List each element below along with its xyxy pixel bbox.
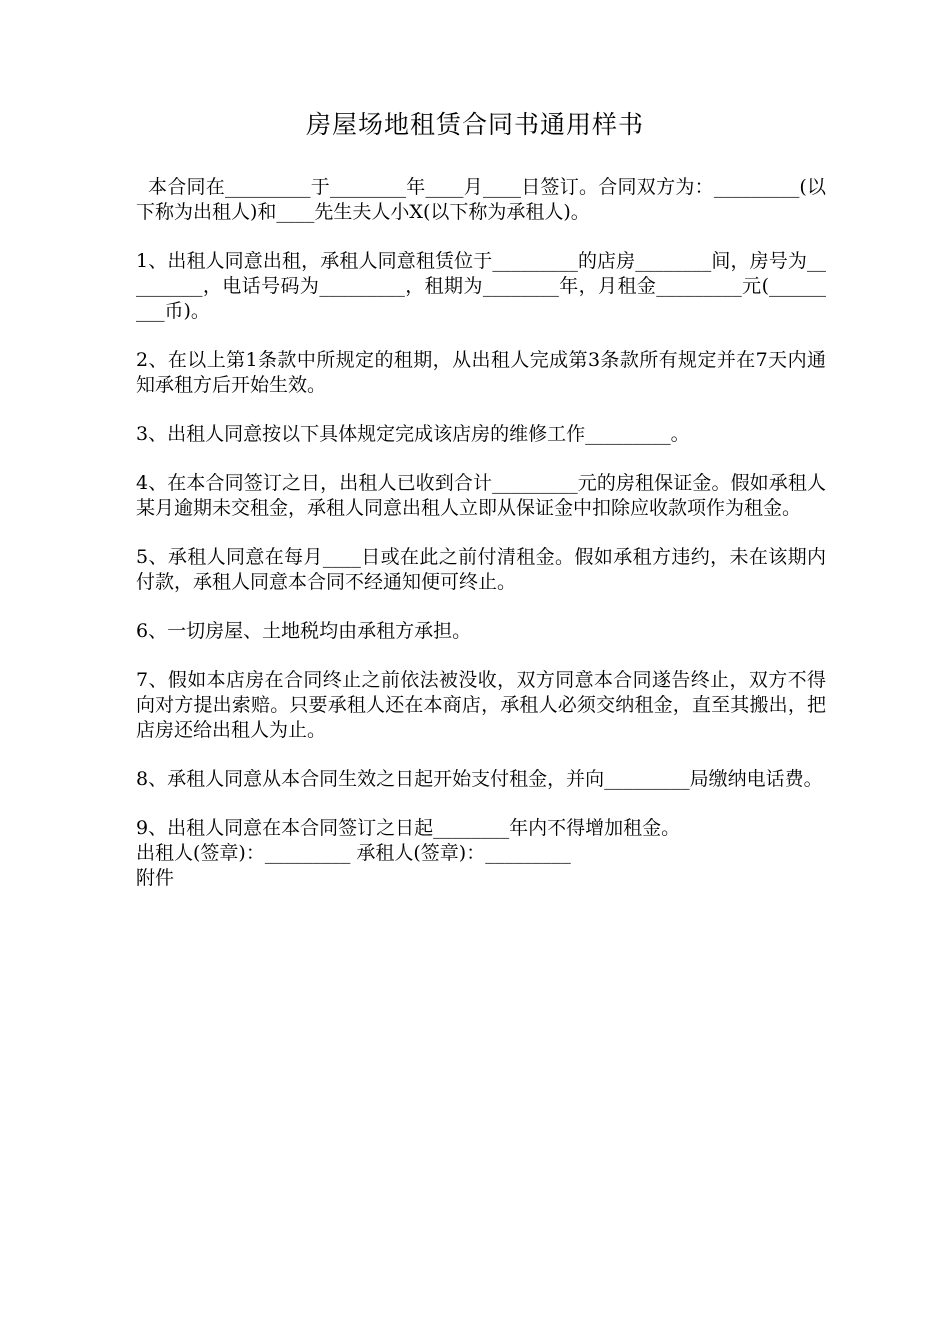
clause-6: 6、一切房屋、土地税均由承租方承担。 bbox=[136, 620, 472, 642]
clause-1: 1、出租人同意出租，承租人同意租赁位于_________的店房________间，房号为_________，电话号码为_________，租期为________年，月租金_________元(_________币)。 bbox=[136, 250, 826, 322]
clause-2: 2、在以上第1条款中所规定的租期，从出租人完成第3条款所有规定并在7天内通知承租方后开始生效。 bbox=[136, 349, 826, 396]
document-body bbox=[136, 175, 826, 891]
clause-4: 4、在本合同签订之日，出租人已收到合计_________元的房租保证金。假如承租人某月逾期未交租金，承租人同意出租人立即从保证金中扣除应收款项作为租金。 bbox=[136, 472, 826, 519]
contract-intro: 本合同在_________于________年____月____日签订。合同双方为：_________(以下称为出租人)和____先生夫人小X(以下称为承租人)。 bbox=[136, 176, 826, 223]
clause-5: 5、承租人同意在每月____日或在此之前付清租金。假如承租方违约，未在该期内付款，承租人同意本合同不经通知便可终止。 bbox=[136, 546, 826, 593]
clause-7: 7、假如本店房在合同终止之前依法被没收，双方同意本合同遂告终止，双方不得向对方提出索赔。只要承租人还在本商店，承租人必须交纳租金，直至其搬出，把店房还给出租人为止。 bbox=[136, 669, 826, 741]
clause-9: 9、出租人同意在本合同签订之日起________年内不得增加租金。 bbox=[136, 817, 681, 839]
signature-line: 出租人(签章)：_________ 承租人(签章)：_________ bbox=[136, 842, 571, 864]
appendix-label: 附件 bbox=[136, 867, 175, 889]
clause-3: 3、出租人同意按以下具体规定完成该店房的维修工作_________。 bbox=[136, 423, 690, 445]
clause-8: 8、承租人同意从本合同生效之日起开始支付租金，并向_________局缴纳电话费。 bbox=[136, 768, 823, 790]
document-title: 房屋场地租赁合同书通用样书 bbox=[305, 110, 644, 139]
